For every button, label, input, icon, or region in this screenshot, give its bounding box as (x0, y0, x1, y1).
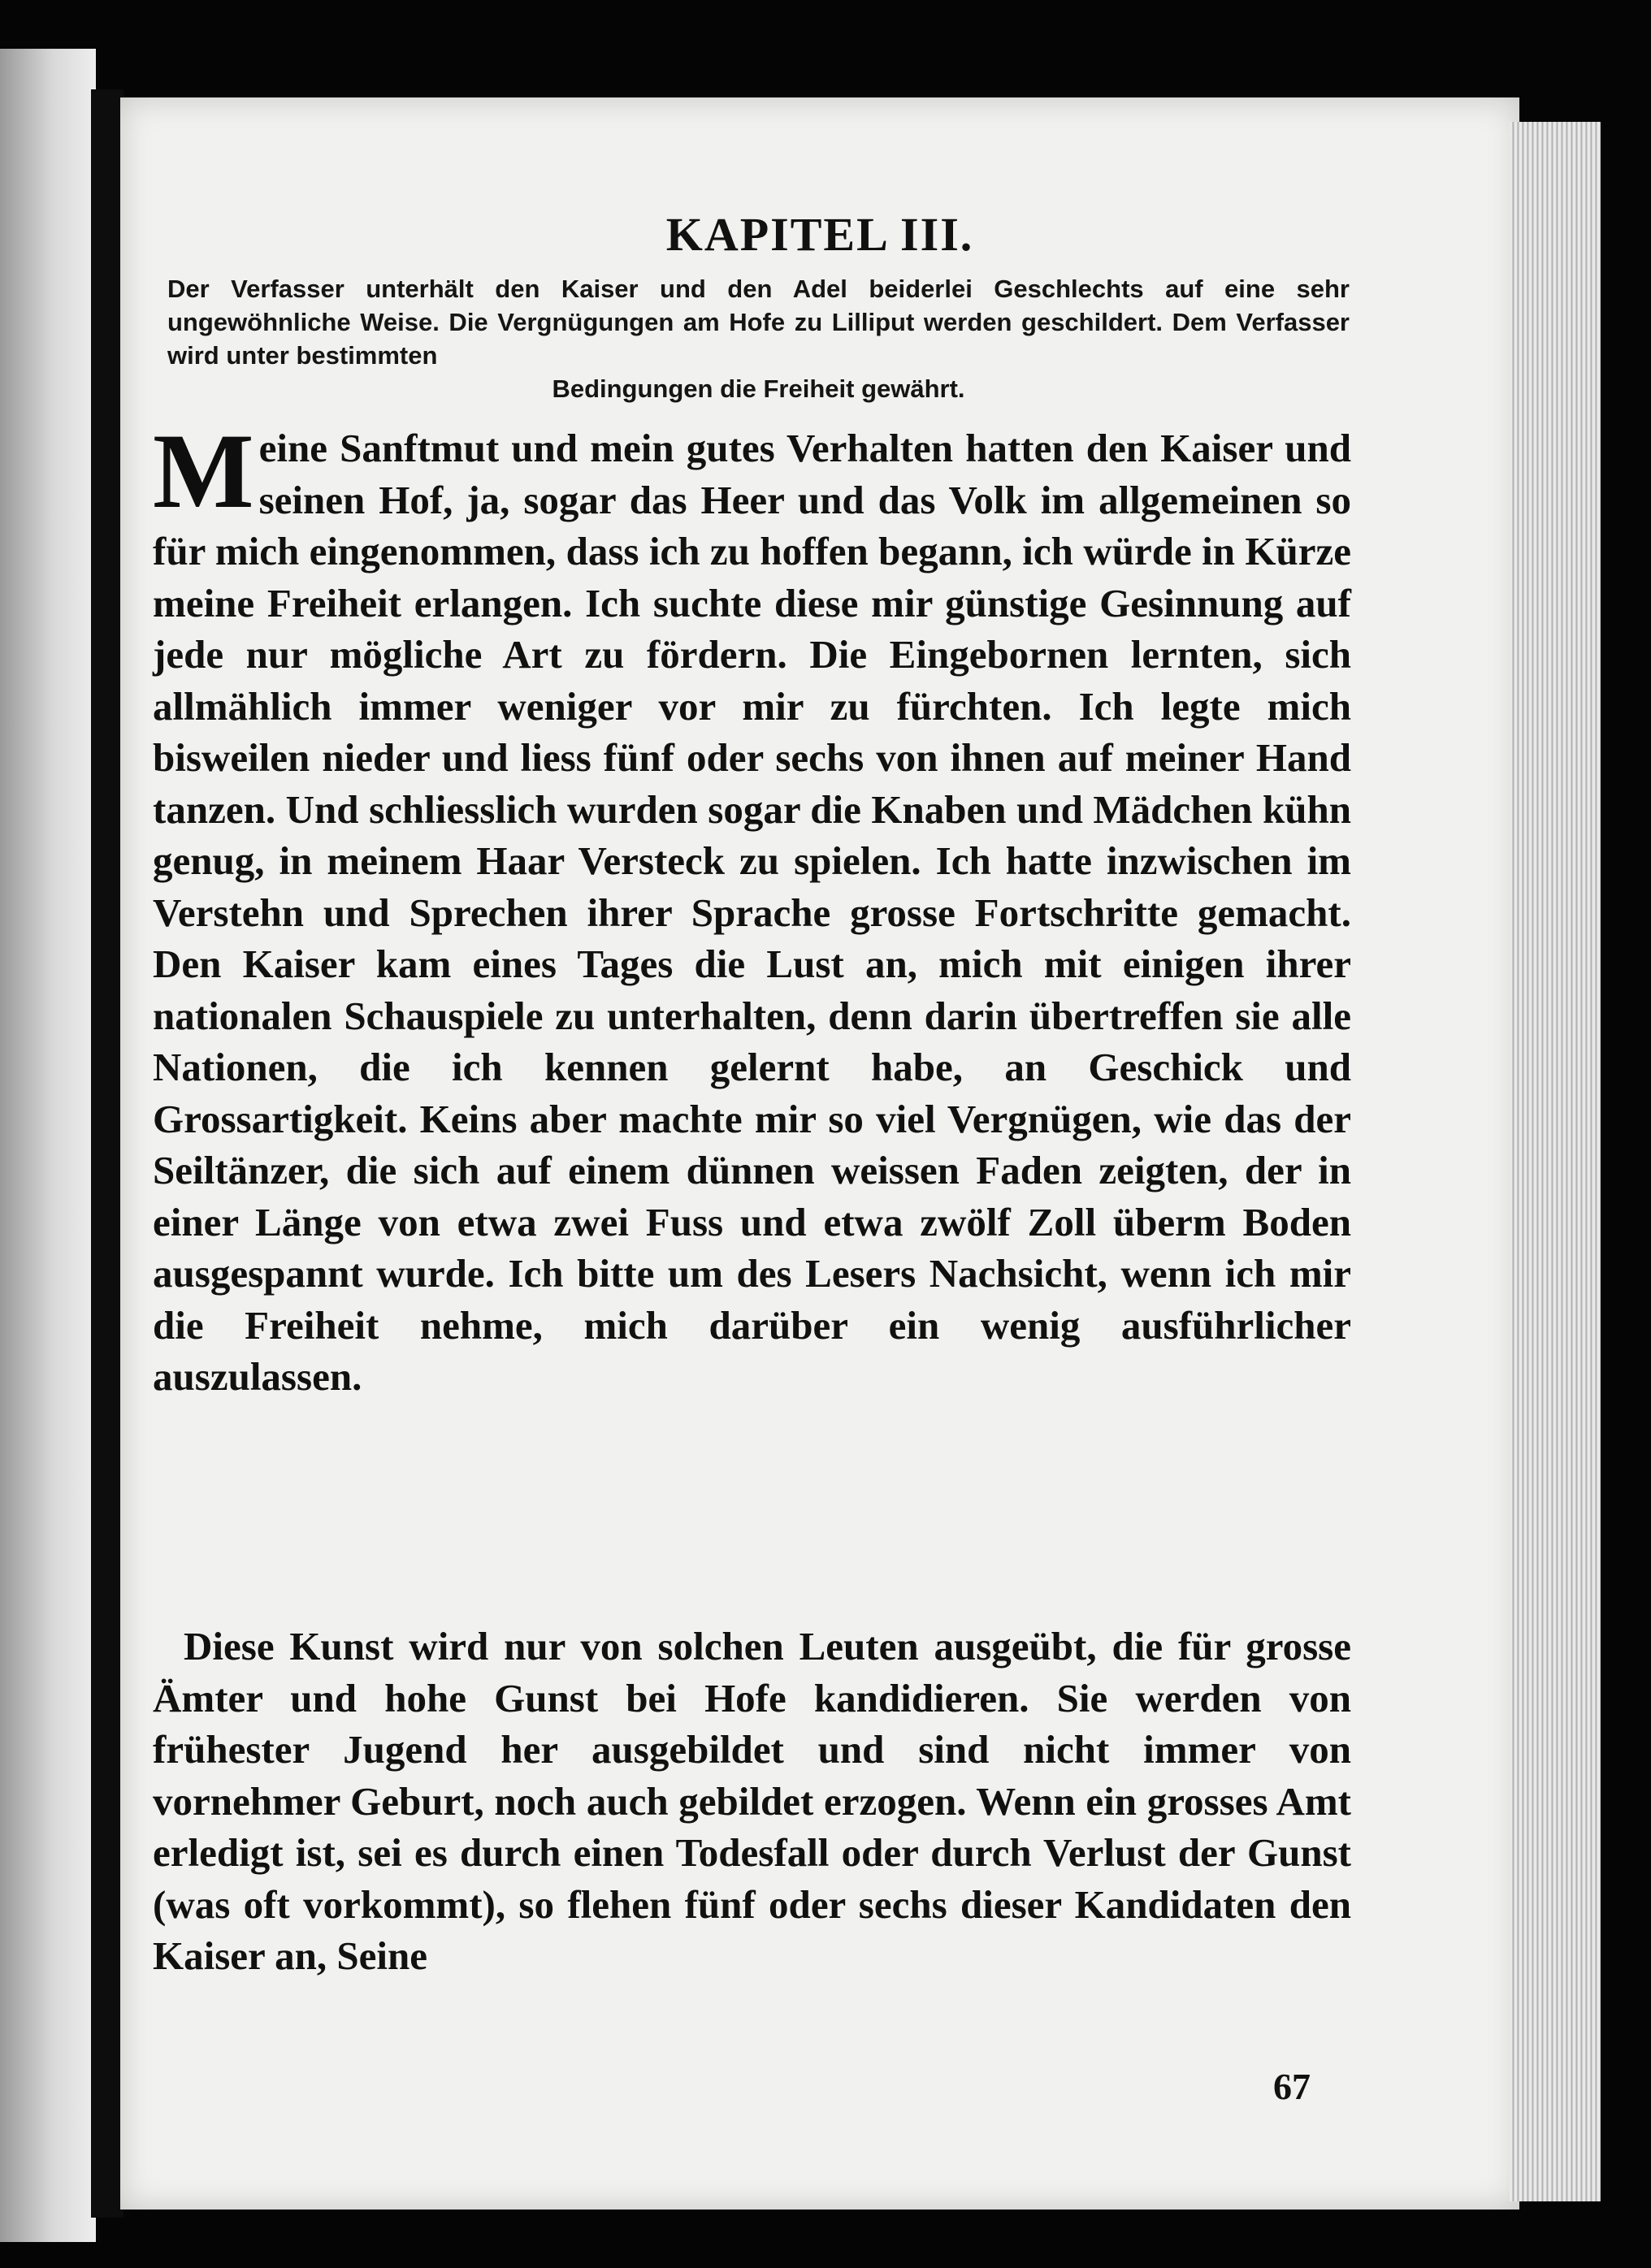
drop-cap-initial: M (153, 411, 254, 530)
chapter-summary-last-line: Bedingungen die Freiheit gewährt. (552, 374, 965, 403)
right-page-stack-edge (1510, 122, 1601, 2201)
chapter-summary-main: Der Verfasser unterhält den Kaiser und den Adel beiderlei Geschlechts auf eine sehr ungewöhnliche Weise. Die Vergnügungen am Hofe zu Lilliput werden geschildert. Dem Verfasser wird unter bestimmten (167, 275, 1350, 370)
paragraph-1-text: eine Sanftmut und mein gutes Verhalten hatten den Kaiser und seinen Hof, ja, sogar das Heer und das Volk im allgemeinen so für mich eingenommen, dass ich zu hoffen begann, ich würde in Kürze meine Freiheit erlangen. Ich suchte diese mir günstige Gesinnung auf jede nur mögliche Art zu fördern. Die Eingebornen lernten, sich allmählich immer weniger vor mir zu fürchten. Ich legte mich bisweilen nieder und liess fünf oder sechs von ihnen auf meiner Hand tanzen. Und schliesslich wurden sogar die Knaben und Mädchen kühn genug, in meinem Haar Versteck zu spielen. Ich hatte inzwischen im Verstehn und Sprechen ihrer Sprache grosse Fortschritte gemacht. Den Kaiser kam eines Tages die Lust an, mich mit einigen ihrer nationalen Schauspiele zu unterhalten, denn darin übertreffen sie alle Nationen, die ich kennen gelernt habe, an Geschick und Grossartigkeit. Keins aber machte mir so viel Vergnügen, wie das der Seiltänzer, die sich auf einem dünnen weissen Faden zeigten, der in einer Länge von etwa zwei Fuss und etwa zwölf Zoll überm Boden ausgespannt wurde. Ich bitte um des Lesers Nachsicht, wenn ich mir die Freiheit nehme, mich darüber ein wenig ausführlicher auszulassen. (153, 426, 1351, 1399)
left-page-edge (0, 49, 96, 2242)
paragraph-1 (153, 411, 1351, 1403)
chapter-summary (167, 272, 1350, 405)
paragraph-2 (153, 1621, 1351, 1982)
page-number: 67 (1273, 2066, 1311, 2107)
book-spine-shadow (91, 89, 124, 2218)
chapter-title: KAPITEL III. (665, 208, 974, 261)
book-page (120, 97, 1519, 2210)
paragraph-2-text: Diese Kunst wird nur von solchen Leuten ausgeübt, die für grosse Ämter und hohe Gunst bei Hofe kandidieren. Sie werden von frühester Jugend her ausgebildet und sind nicht immer von vornehmer Geburt, noch auch gebildet erzogen. Wenn ein grosses Amt erledigt ist, sei es durch einen Todesfall oder durch Verlust der Gunst (was oft vorkommt), so flehen fünf oder sechs dieser Kandidaten den Kaiser an, Seine (153, 1624, 1351, 1978)
